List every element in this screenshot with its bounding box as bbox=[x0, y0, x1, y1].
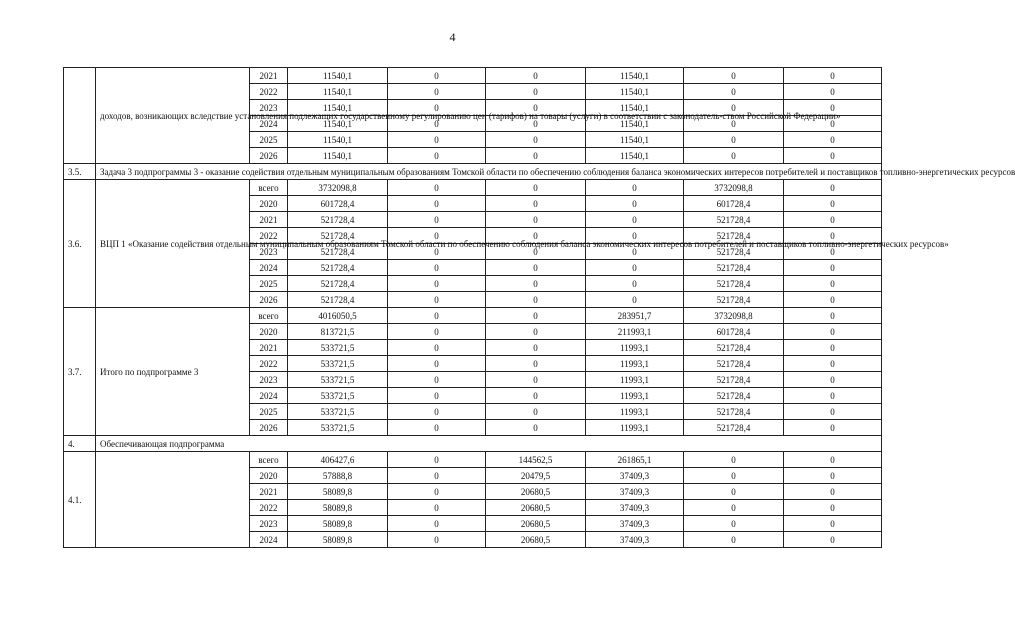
value-cell: 0 bbox=[388, 132, 486, 148]
value-cell: 11993,1 bbox=[586, 356, 684, 372]
table-row bbox=[64, 164, 882, 180]
value-cell: 521728,4 bbox=[684, 292, 784, 308]
value-cell: 0 bbox=[784, 148, 882, 164]
value-cell: 0 bbox=[684, 148, 784, 164]
value-cell: 0 bbox=[784, 100, 882, 116]
value-cell: 0 bbox=[684, 84, 784, 100]
value-cell: 601728,4 bbox=[684, 324, 784, 340]
row-code-cell: 4. bbox=[64, 436, 96, 452]
value-cell: 0 bbox=[388, 372, 486, 388]
value-cell: 37409,3 bbox=[586, 516, 684, 532]
value-cell: 0 bbox=[388, 148, 486, 164]
year-cell: всего bbox=[250, 452, 288, 468]
value-cell: 0 bbox=[388, 244, 486, 260]
value-cell: 0 bbox=[586, 228, 684, 244]
value-cell: 521728,4 bbox=[684, 372, 784, 388]
value-cell: 11540,1 bbox=[288, 132, 388, 148]
value-cell: 58089,8 bbox=[288, 516, 388, 532]
table-row bbox=[64, 68, 882, 84]
value-cell: 0 bbox=[684, 500, 784, 516]
table-row bbox=[64, 436, 882, 452]
value-cell: 0 bbox=[784, 132, 882, 148]
year-cell: 2020 bbox=[250, 324, 288, 340]
value-cell: 0 bbox=[784, 420, 882, 436]
value-cell: 144562,5 bbox=[486, 452, 586, 468]
value-cell: 0 bbox=[486, 324, 586, 340]
value-cell: 4016050,5 bbox=[288, 308, 388, 324]
value-cell: 601728,4 bbox=[288, 196, 388, 212]
year-cell: 2023 bbox=[250, 516, 288, 532]
value-cell: 521728,4 bbox=[684, 228, 784, 244]
row-name-cell: Итого по подпрограмме 3 bbox=[96, 308, 250, 436]
row-name-cell: доходов, возникающих вследствие установления подлежащих государственному регулированию цен (тарифов) на товары (услуги) в соответствии с законодатель-ством Российской Федерации» bbox=[96, 68, 250, 164]
value-cell: 0 bbox=[684, 68, 784, 84]
year-cell: всего bbox=[250, 308, 288, 324]
value-cell: 533721,5 bbox=[288, 340, 388, 356]
value-cell: 0 bbox=[784, 244, 882, 260]
row-heading-cell: Обеспечивающая подпрограмма bbox=[96, 436, 882, 452]
value-cell: 0 bbox=[486, 308, 586, 324]
year-cell: 2026 bbox=[250, 420, 288, 436]
value-cell: 0 bbox=[586, 244, 684, 260]
value-cell: 11540,1 bbox=[288, 100, 388, 116]
value-cell: 11993,1 bbox=[586, 388, 684, 404]
value-cell: 0 bbox=[486, 372, 586, 388]
value-cell: 0 bbox=[486, 244, 586, 260]
value-cell: 521728,4 bbox=[288, 260, 388, 276]
year-cell: 2024 bbox=[250, 532, 288, 548]
value-cell: 0 bbox=[784, 212, 882, 228]
year-cell: 2022 bbox=[250, 500, 288, 516]
value-cell: 0 bbox=[388, 340, 486, 356]
row-name-cell: ВЦП 1 «Оказание содействия отдельным муниципальным образованиям Томской области по обеспечению соблюдения баланса экономических интересов потребителей и поставщиков топливно-энергетических ресурсов» bbox=[96, 180, 250, 308]
value-cell: 11993,1 bbox=[586, 404, 684, 420]
value-cell: 0 bbox=[784, 292, 882, 308]
row-code-cell: 3.5. bbox=[64, 164, 96, 180]
year-cell: 2020 bbox=[250, 468, 288, 484]
value-cell: 0 bbox=[388, 484, 486, 500]
value-cell: 0 bbox=[684, 132, 784, 148]
value-cell: 533721,5 bbox=[288, 420, 388, 436]
year-cell: 2022 bbox=[250, 228, 288, 244]
value-cell: 406427,6 bbox=[288, 452, 388, 468]
value-cell: 0 bbox=[486, 228, 586, 244]
value-cell: 813721,5 bbox=[288, 324, 388, 340]
value-cell: 0 bbox=[388, 292, 486, 308]
value-cell: 0 bbox=[684, 452, 784, 468]
value-cell: 0 bbox=[784, 196, 882, 212]
year-cell: 2023 bbox=[250, 100, 288, 116]
year-cell: 2025 bbox=[250, 132, 288, 148]
value-cell: 0 bbox=[684, 516, 784, 532]
year-cell: 2024 bbox=[250, 388, 288, 404]
value-cell: 0 bbox=[486, 388, 586, 404]
value-cell: 0 bbox=[586, 196, 684, 212]
value-cell: 57888,8 bbox=[288, 468, 388, 484]
value-cell: 0 bbox=[586, 180, 684, 196]
year-cell: всего bbox=[250, 180, 288, 196]
year-cell: 2024 bbox=[250, 260, 288, 276]
value-cell: 0 bbox=[388, 468, 486, 484]
value-cell: 0 bbox=[388, 500, 486, 516]
year-cell: 2025 bbox=[250, 276, 288, 292]
value-cell: 0 bbox=[784, 356, 882, 372]
value-cell: 0 bbox=[388, 276, 486, 292]
year-cell: 2023 bbox=[250, 244, 288, 260]
value-cell: 58089,8 bbox=[288, 532, 388, 548]
value-cell: 37409,3 bbox=[586, 484, 684, 500]
value-cell: 521728,4 bbox=[288, 244, 388, 260]
value-cell: 0 bbox=[388, 420, 486, 436]
value-cell: 521728,4 bbox=[684, 356, 784, 372]
budget-table bbox=[63, 67, 1015, 548]
row-name-cell bbox=[96, 452, 250, 548]
value-cell: 521728,4 bbox=[288, 276, 388, 292]
value-cell: 0 bbox=[684, 100, 784, 116]
value-cell: 0 bbox=[784, 116, 882, 132]
value-cell: 11993,1 bbox=[586, 372, 684, 388]
value-cell: 211993,1 bbox=[586, 324, 684, 340]
value-cell: 0 bbox=[586, 212, 684, 228]
value-cell: 0 bbox=[684, 468, 784, 484]
year-cell: 2022 bbox=[250, 84, 288, 100]
value-cell: 521728,4 bbox=[684, 212, 784, 228]
year-cell: 2021 bbox=[250, 484, 288, 500]
value-cell: 601728,4 bbox=[684, 196, 784, 212]
value-cell: 37409,3 bbox=[586, 468, 684, 484]
value-cell: 0 bbox=[784, 68, 882, 84]
value-cell: 37409,3 bbox=[586, 532, 684, 548]
value-cell: 0 bbox=[684, 484, 784, 500]
year-cell: 2026 bbox=[250, 292, 288, 308]
value-cell: 0 bbox=[388, 100, 486, 116]
value-cell: 11540,1 bbox=[586, 84, 684, 100]
value-cell: 0 bbox=[784, 228, 882, 244]
value-cell: 58089,8 bbox=[288, 484, 388, 500]
value-cell: 0 bbox=[486, 340, 586, 356]
value-cell: 0 bbox=[486, 420, 586, 436]
value-cell: 0 bbox=[388, 404, 486, 420]
value-cell: 521728,4 bbox=[684, 244, 784, 260]
value-cell: 521728,4 bbox=[288, 212, 388, 228]
value-cell: 0 bbox=[388, 68, 486, 84]
value-cell: 533721,5 bbox=[288, 372, 388, 388]
value-cell: 0 bbox=[784, 340, 882, 356]
value-cell: 0 bbox=[388, 388, 486, 404]
year-cell: 2021 bbox=[250, 212, 288, 228]
value-cell: 0 bbox=[784, 500, 882, 516]
value-cell: 37409,3 bbox=[586, 500, 684, 516]
value-cell: 20680,5 bbox=[486, 484, 586, 500]
value-cell: 261865,1 bbox=[586, 452, 684, 468]
value-cell: 0 bbox=[784, 468, 882, 484]
value-cell: 0 bbox=[784, 372, 882, 388]
table-row bbox=[64, 308, 882, 324]
value-cell: 0 bbox=[486, 100, 586, 116]
value-cell: 0 bbox=[388, 356, 486, 372]
value-cell: 20680,5 bbox=[486, 532, 586, 548]
value-cell: 0 bbox=[388, 324, 486, 340]
value-cell: 0 bbox=[784, 276, 882, 292]
value-cell: 0 bbox=[784, 452, 882, 468]
value-cell: 0 bbox=[784, 532, 882, 548]
value-cell: 533721,5 bbox=[288, 404, 388, 420]
value-cell: 0 bbox=[784, 308, 882, 324]
value-cell: 0 bbox=[486, 404, 586, 420]
value-cell: 521728,4 bbox=[684, 420, 784, 436]
value-cell: 0 bbox=[486, 196, 586, 212]
value-cell: 11540,1 bbox=[586, 100, 684, 116]
row-heading-cell: Задача 3 подпрограммы 3 - оказание содействия отдельным муниципальным образованиям Томской области по обеспечению соблюдения баланса экономических интересов потребителей и поставщиков топливно-энергетических ресурсов bbox=[96, 164, 882, 180]
value-cell: 521728,4 bbox=[684, 276, 784, 292]
value-cell: 0 bbox=[486, 116, 586, 132]
value-cell: 0 bbox=[388, 516, 486, 532]
row-code-cell: 4.1. bbox=[64, 452, 96, 548]
value-cell: 533721,5 bbox=[288, 388, 388, 404]
value-cell: 0 bbox=[684, 532, 784, 548]
year-cell: 2026 bbox=[250, 148, 288, 164]
year-cell: 2023 bbox=[250, 372, 288, 388]
year-cell: 2024 bbox=[250, 116, 288, 132]
value-cell: 521728,4 bbox=[288, 292, 388, 308]
value-cell: 0 bbox=[388, 196, 486, 212]
value-cell: 11993,1 bbox=[586, 340, 684, 356]
value-cell: 0 bbox=[486, 68, 586, 84]
value-cell: 521728,4 bbox=[288, 228, 388, 244]
row-code-cell: 3.6. bbox=[64, 180, 96, 308]
value-cell: 0 bbox=[486, 148, 586, 164]
value-cell: 283951,7 bbox=[586, 308, 684, 324]
value-cell: 11540,1 bbox=[288, 84, 388, 100]
value-cell: 521728,4 bbox=[684, 404, 784, 420]
row-code-cell bbox=[64, 68, 96, 164]
value-cell: 0 bbox=[388, 84, 486, 100]
value-cell: 0 bbox=[784, 260, 882, 276]
row-code-cell: 3.7. bbox=[64, 308, 96, 436]
value-cell: 0 bbox=[486, 276, 586, 292]
value-cell: 0 bbox=[586, 260, 684, 276]
value-cell: 11540,1 bbox=[586, 132, 684, 148]
value-cell: 11540,1 bbox=[288, 68, 388, 84]
value-cell: 3732098,8 bbox=[684, 308, 784, 324]
value-cell: 521728,4 bbox=[684, 388, 784, 404]
value-cell: 0 bbox=[388, 228, 486, 244]
value-cell: 11540,1 bbox=[288, 148, 388, 164]
value-cell: 0 bbox=[486, 212, 586, 228]
year-cell: 2025 bbox=[250, 404, 288, 420]
year-cell: 2020 bbox=[250, 196, 288, 212]
value-cell: 0 bbox=[486, 180, 586, 196]
value-cell: 0 bbox=[784, 484, 882, 500]
year-cell: 2021 bbox=[250, 68, 288, 84]
value-cell: 11540,1 bbox=[288, 116, 388, 132]
value-cell: 0 bbox=[784, 404, 882, 420]
year-cell: 2022 bbox=[250, 356, 288, 372]
value-cell: 0 bbox=[784, 516, 882, 532]
value-cell: 20479,5 bbox=[486, 468, 586, 484]
value-cell: 0 bbox=[486, 260, 586, 276]
page-number: 4 bbox=[449, 30, 456, 44]
value-cell: 0 bbox=[486, 84, 586, 100]
value-cell: 0 bbox=[784, 324, 882, 340]
value-cell: 0 bbox=[586, 292, 684, 308]
table-row bbox=[64, 452, 882, 468]
value-cell: 0 bbox=[388, 180, 486, 196]
value-cell: 521728,4 bbox=[684, 340, 784, 356]
value-cell: 0 bbox=[486, 356, 586, 372]
value-cell: 0 bbox=[388, 308, 486, 324]
budget-table-body bbox=[64, 68, 1015, 548]
value-cell: 11993,1 bbox=[586, 420, 684, 436]
value-cell: 521728,4 bbox=[684, 260, 784, 276]
value-cell: 3732098,8 bbox=[288, 180, 388, 196]
value-cell: 11540,1 bbox=[586, 68, 684, 84]
table-row bbox=[64, 180, 882, 196]
value-cell: 533721,5 bbox=[288, 356, 388, 372]
value-cell: 0 bbox=[586, 276, 684, 292]
value-cell: 0 bbox=[486, 292, 586, 308]
value-cell: 0 bbox=[784, 180, 882, 196]
value-cell: 3732098,8 bbox=[684, 180, 784, 196]
value-cell: 11540,1 bbox=[586, 116, 684, 132]
value-cell: 0 bbox=[388, 212, 486, 228]
value-cell: 20680,5 bbox=[486, 516, 586, 532]
year-cell: 2021 bbox=[250, 340, 288, 356]
value-cell: 20680,5 bbox=[486, 500, 586, 516]
value-cell: 0 bbox=[388, 260, 486, 276]
value-cell: 0 bbox=[388, 116, 486, 132]
value-cell: 0 bbox=[486, 132, 586, 148]
value-cell: 0 bbox=[684, 116, 784, 132]
value-cell: 58089,8 bbox=[288, 500, 388, 516]
value-cell: 11540,1 bbox=[586, 148, 684, 164]
value-cell: 0 bbox=[784, 84, 882, 100]
value-cell: 0 bbox=[388, 452, 486, 468]
value-cell: 0 bbox=[388, 532, 486, 548]
value-cell: 0 bbox=[784, 388, 882, 404]
